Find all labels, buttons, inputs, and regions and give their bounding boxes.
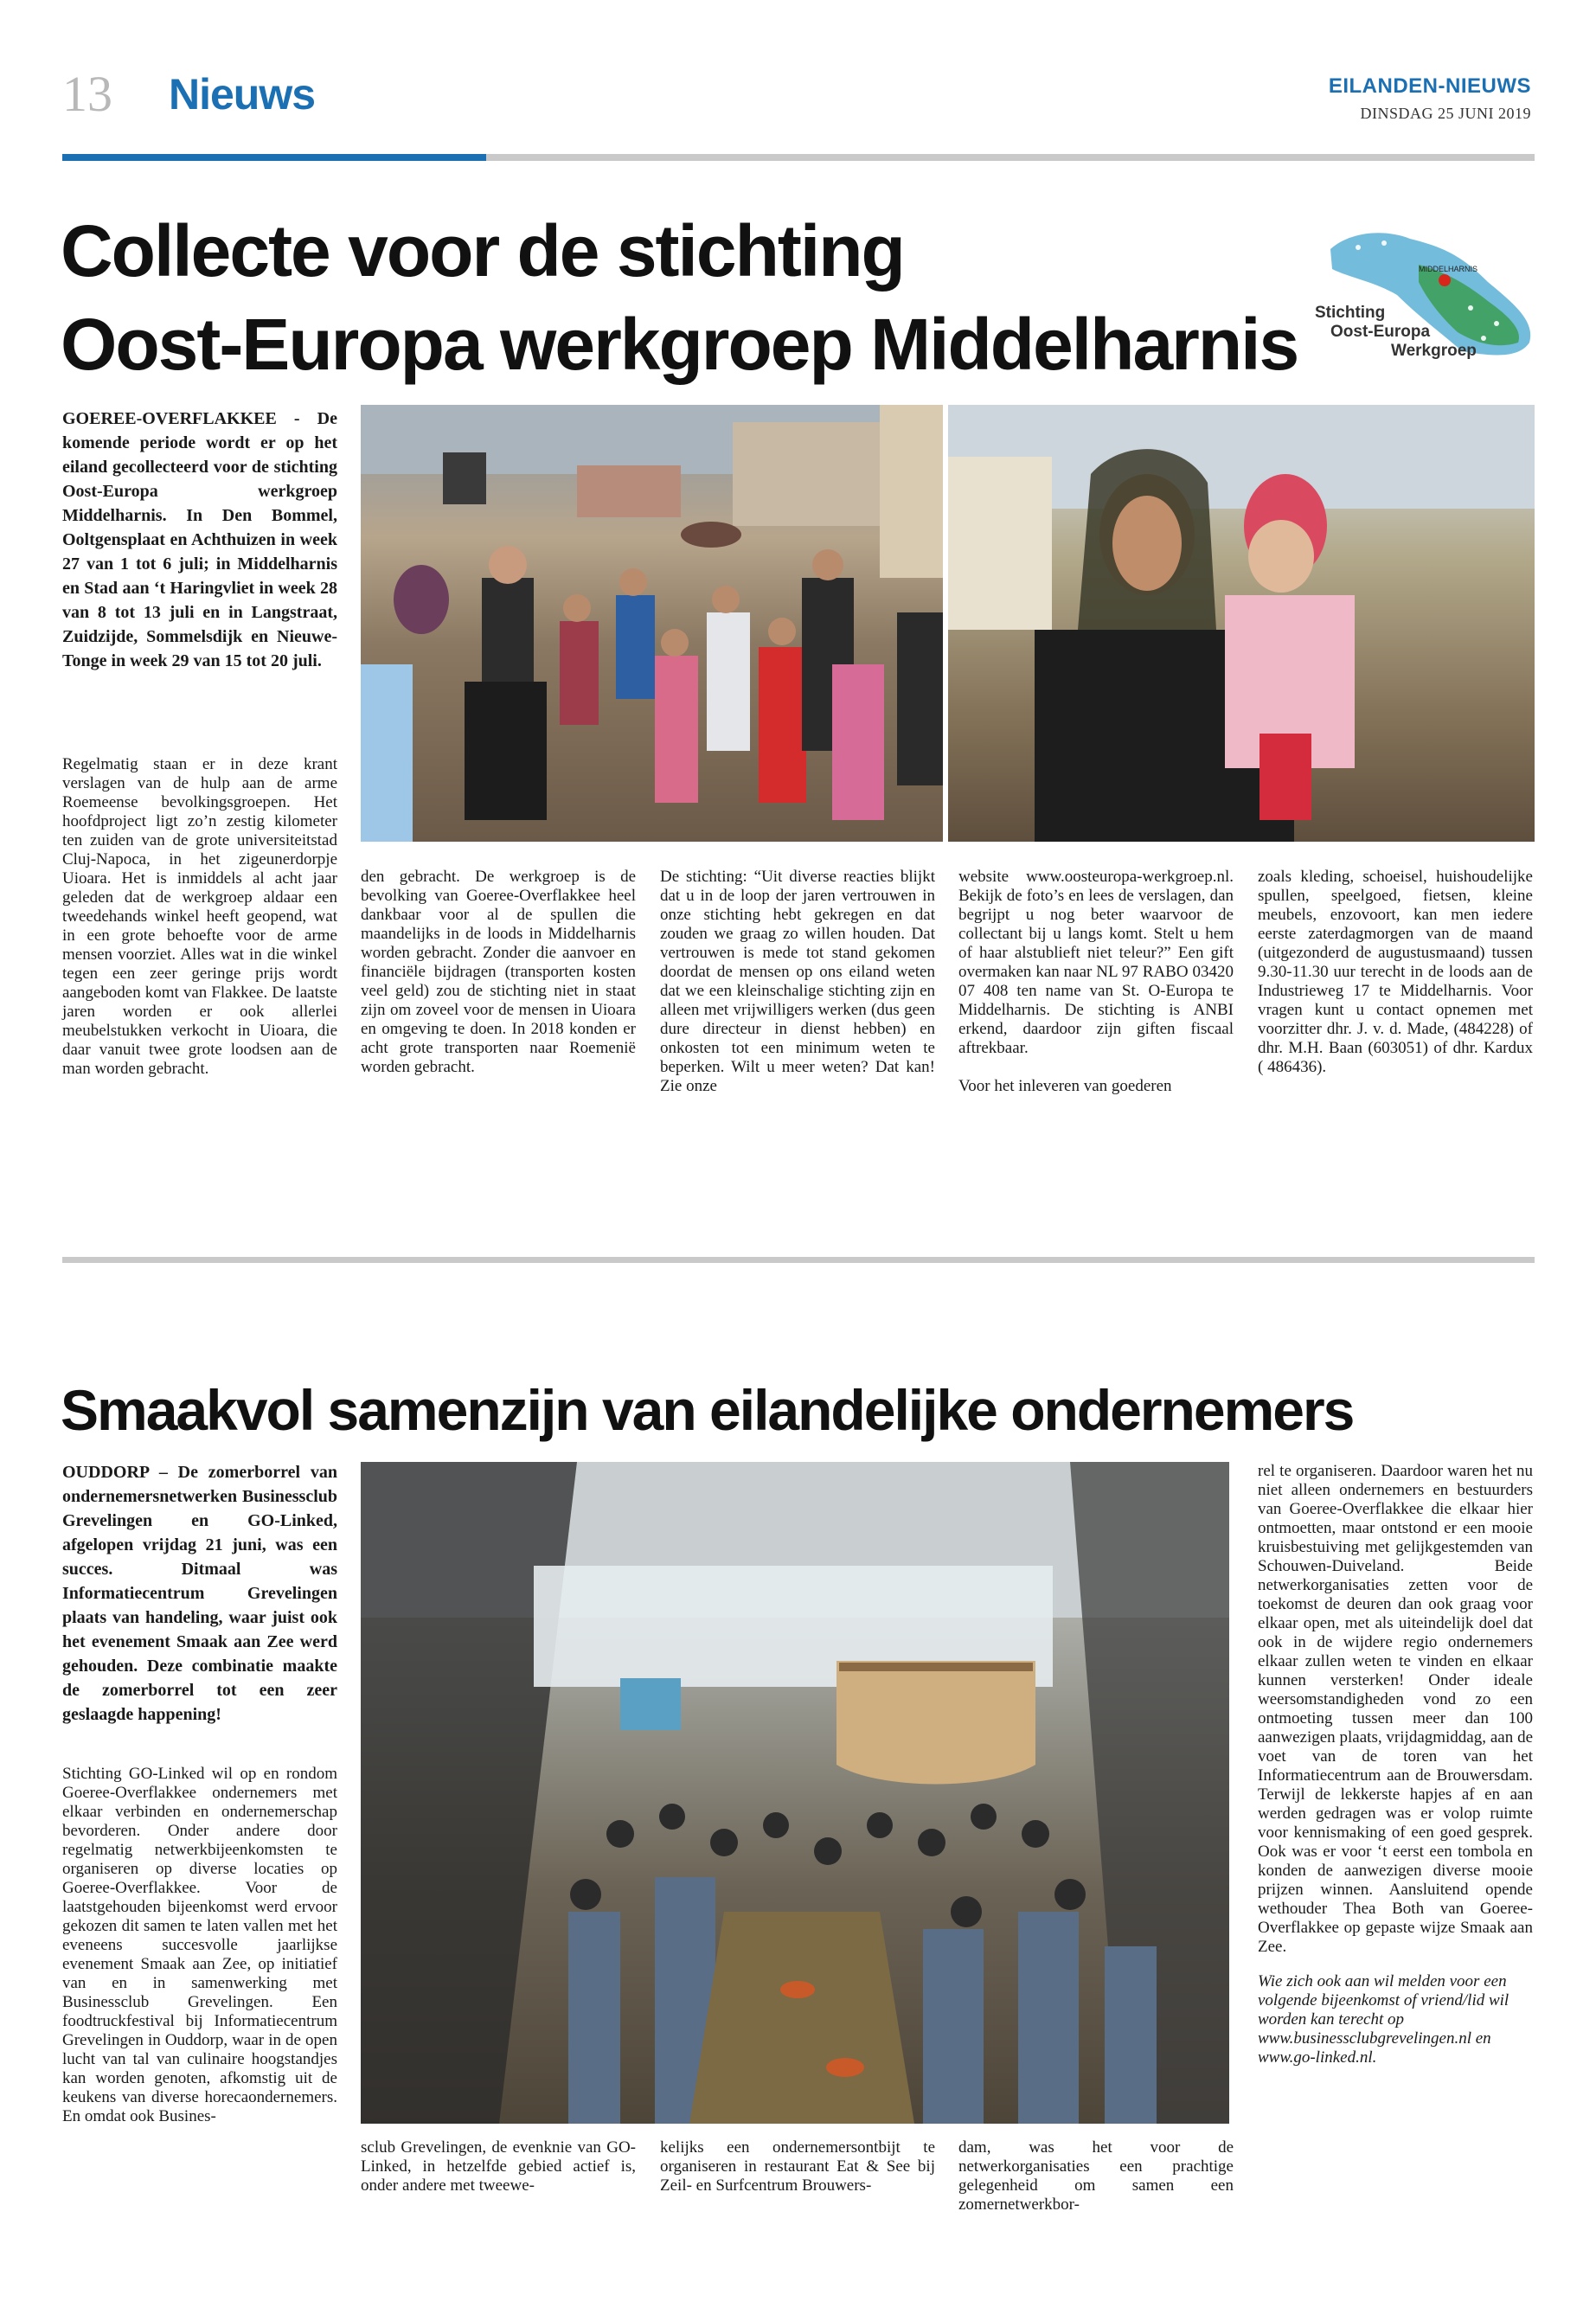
article2-headline: Smaakvol samenzijn van eilandelijke ondernemers — [61, 1378, 1354, 1442]
page-number: 13 — [62, 66, 112, 122]
logo-line3: Werkgroep — [1391, 342, 1477, 360]
article1-headline-line1: Collecte voor de stichting — [61, 210, 904, 292]
newspaper-brand: EILANDEN-NIEUWS — [1328, 74, 1531, 98]
section-title: Nieuws — [169, 70, 316, 119]
article1-body-col5: zoals kleding, schoeisel, huishoudelijke spullen, speelgoed, fietsen, kleine meubels, enzovoort, kan men iedere eerste zaterdagmorgen van de maand (uitgezonderd de augustusmaand) tussen 9.30-11.30 uur terecht in de loods aan de Industrieweg 17 te Middelharnis. Voor vragen kunt u contact opnemen met voorzitter dhr. J. v. d. Made, (484228) of dhr. M.H. Baan (603051) of dhr. Kardux ( 486436). — [1258, 868, 1533, 1076]
article-divider — [62, 1257, 1535, 1263]
article1-headline-line2: Oost-Europa werkgroep Middelharnis — [61, 304, 1298, 385]
article1-body-col4-p1: website www.oosteuropa-werkgroep.nl. Bekijk de foto’s en lees de verslagen, dan begrijpt u nog beter waarvoor de collectant bij u langs komt. Stelt u hem of haar alstublieft niet teleur?” Een gift overmaken kan naar NL 97 RABO 03420 07 408 ten name van St. O-Europa te Middelharnis. De stichting is ANBI erkend, daardoor zijn giften fiscaal aftrekbaar. — [958, 868, 1234, 1057]
stichting-logo — [1315, 221, 1540, 377]
article2-lead: OUDDORP – De zomerborrel van ondernemersnetwerken Businessclub Grevelingen en GO-Linked, afgelopen vrijdag 21 juni, was een succes. Ditmaal was Informatiecentrum Grevelingen plaats van handeling, waar juist ook het evenement Smaak aan Zee werd gehouden. Deze combinatie maakte de zomerborrel tot een zeer geslaagde happening! — [62, 1463, 337, 1724]
header-accent-bar — [62, 154, 486, 161]
article2-body-col2: sclub Grevelingen, de evenknie van GO-Linked, in hetzelfde gebied actief is, onder andere met tweewe- — [361, 2138, 636, 2195]
article2-photo-event — [361, 1462, 1229, 2124]
article2-body-col4: dam, was het voor de netwerkorganisaties een prachtige gelegenheid om samen een zomernetwerkbor- — [958, 2138, 1234, 2214]
article2-body-col3: kelijks een ondernemersontbijt te organiseren in restaurant Eat & See bij Zeil- en Surfcentrum Brouwers- — [660, 2138, 935, 2195]
issue-date: DINSDAG 25 JUNI 2019 — [1360, 105, 1531, 122]
map-label: MIDDELHARNIS — [1419, 265, 1478, 273]
article1-body-col1: Regelmatig staan er in deze krant verslagen van de hulp aan de arme Roemeense bevolkingsgroepen. Het hoofdproject ligt zo’n zestig kilometer ten zuiden van de grote universiteitstad Cluj-Napoca, in het zigeunerdorpje Uioara. Het is inmiddels al acht jaar geleden dat de werkgroep aldaar een tweedehands winkel heeft geopend, wat in een grote behoefte voor de arme mensen voorziet. Alles wat in die winkel tegen een zeer geringe prijs wordt aangeboden komt van Flakkee. De laatste jaren worden er ook allerlei meubelstukken verkocht in Uioara, die daar vanuit twee grote loodsen aan de man worden gebracht. — [62, 755, 337, 1078]
article1-body-col4-p2: Voor het inleveren van goederen — [958, 1077, 1172, 1095]
article1-body-col3: De stichting: “Uit diverse reacties blijkt dat u in de loop der jaren vertrouwen in onze stichting hebt gekregen en dat zouden we graag zo willen houden. Dat vertrouwen is mede tot stand gekomen doordat de mensen op ons eiland weten dat we een kleinschalige stichting zijn en alleen met vrijwilligers werken (dus geen dure directeur in dienst hebben) en onkosten tot een minimum weten te beperken. Wilt u meer weten? Dat kan! Zie onze — [660, 868, 935, 1095]
article1-photo-mother-child — [948, 405, 1535, 842]
article2-body-col1: Stichting GO-Linked wil op en rondom Goeree-Overflakkee ondernemers met elkaar verbinden en ondernemerschap bevorderen. Onder andere door regelmatig netwerkbijeenkomsten te organiseren op diverse locaties op Goeree-Overflakkee. Voor de laatstgehouden bijeenkomst werd ervoor gekozen dit samen te laten vallen met het eveneens succesvolle jaarlijkse evenement Smaak aan Zee, op initiatief van en in samenwerking met Businessclub Grevelingen. Een foodtruckfestival bij Informatiecentrum Grevelingen in Ouddorp, waar in de open lucht van tal van culinaire hoogstandjes kan worden genoten, afkomstig uit de keukens van diverse horecaondernemers. En omdat ook Busines- — [62, 1765, 337, 2125]
article2-body-col5-p1: rel te organiseren. Daardoor waren het nu niet alleen ondernemers en bestuurders van Goeree-Overflakkee die elkaar hier ontmoetten, maar ontstond er een mooie kruisbestuiving met gelijkgestemden van Schouwen-Duiveland. Beide netwerkorganisaties zetten voor de toekomst de deuren dan ook graag voor elkaar open, met als uiteindelijk doel dat ook in de wijdere regio ondernemers elkaar zullen weten te vinden en elkaar kunnen versterken! Onder ideale weersomstandigheden vond zo een ontmoeting tussen meer dan 100 aanwezigen plaats, vrijdagmiddag, aan de voet van de toren van het Informatiecentrum aan de Brouwersdam. Terwijl de lekkerste hapjes af en aan werden gedragen was er volop ruimte voor kennismaking of een goed gesprek. Ook was er voor ‘t eerst een tombola en konden de aanwezigen diverse mooie prijzen winnen. Aansluitend opende wethouder Thea Both van Goeree-Overflakkee op gepaste wijze Smaak aan Zee. — [1258, 1462, 1533, 1956]
article2-signup-note: Wie zich ook aan wil melden voor een volgende bijeenkomst of vriend/lid wil worden kan terecht op www.businessclubgrevelingen.nl en www.go-linked.nl. — [1258, 1972, 1509, 2067]
article2-body-col5 — [1258, 1462, 1533, 2067]
logo-line1: Stichting — [1315, 304, 1386, 322]
article1-body-col4 — [958, 868, 1234, 1096]
article1-body-col2: den gebracht. De werkgroep is de bevolking van Goeree-Overflakkee heel dankbaar voor al de spullen die maandelijks in de loods in Middelharnis worden gebracht. Zonder die aanvoer en financiële bijdragen (transporten kosten veel geld) zou de stichting niet in staat zijn om zoveel voor de mensen in Uioara en omgeving te doen. In 2018 konden er acht grote transporten naar Roemenië worden gebracht. — [361, 868, 636, 1076]
article1-photo-village — [361, 405, 943, 842]
article1-headline — [61, 204, 1306, 391]
logo-line2: Oost-Europa — [1330, 323, 1431, 341]
article1-lead: GOEREE-OVERFLAKKEE - De komende periode wordt er op het eiland gecollecteerd voor de stichting Oost-Europa werkgroep Middelharnis. In Den Bommel, Ooltgensplaat en Achthuizen in week 27 van 1 tot 6 juli; in Middelharnis en Stad aan ‘t Haringvliet in week 28 van 8 tot 13 juli en in Langstraat, Zuidzijde, Sommelsdijk en Nieuwe-Tonge in week 29 van 15 tot 20 juli. — [62, 409, 337, 670]
